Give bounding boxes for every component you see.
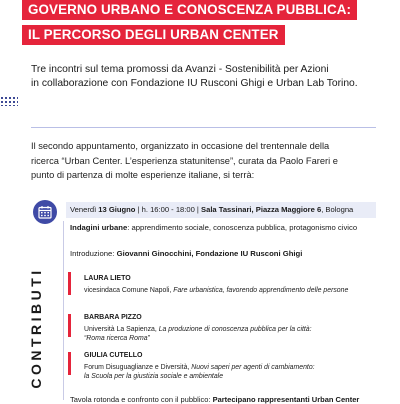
divider bbox=[31, 127, 376, 128]
event-day: Venerdì bbox=[70, 205, 99, 214]
speaker-accent-bar bbox=[68, 314, 71, 337]
introduzione-line bbox=[70, 249, 302, 258]
speaker-accent-bar bbox=[68, 352, 71, 375]
indagini-label: Indagini urbane bbox=[70, 223, 128, 232]
introduzione-text: Giovanni Ginocchini, Fondazione IU Rusconi Ghigi bbox=[116, 249, 303, 258]
contributi-label: CONTRIBUTI bbox=[28, 267, 44, 389]
speaker-role: vicesindaca Comune Napoli, Fare urbanistica, favorendo apprendimento delle persone bbox=[84, 287, 349, 294]
indagini-line bbox=[70, 223, 357, 232]
decorative-dots bbox=[0, 96, 18, 106]
event-venue: Sala Tassinari, Piazza Maggiore 6 bbox=[201, 205, 322, 214]
introduzione-label: Introduzione: bbox=[70, 249, 117, 258]
event-details-bar bbox=[66, 202, 376, 218]
footer-bold: Partecipano rappresentanti Urban Center bbox=[212, 395, 360, 404]
speaker-name: LAURA LIETO bbox=[84, 275, 131, 282]
event-time: | h. 16:00 - 18:00 | bbox=[135, 205, 202, 214]
paragraph-line-2: ricerca “Urban Center. L’esperienza statunitense”, curata da Paolo Fareri e bbox=[31, 155, 338, 166]
intro-line-1: Tre incontri sul tema promossi da Avanzi - Sostenibilità per Azioni bbox=[31, 64, 329, 75]
timeline-line bbox=[63, 221, 64, 400]
speaker-name: BARBARA PIZZO bbox=[84, 314, 142, 321]
footer-text: Tavola rotonda e confronto con il pubblico: bbox=[70, 395, 213, 404]
paragraph-line-3: punto di partenza di molte esperienze italiane, si terrà: bbox=[31, 170, 255, 180]
speaker-role: Forum Disuguaglianze e Diversità, Nuovi saperi per agenti di cambiamento: la Scuola per la giustizia sociale e ambientale bbox=[84, 364, 315, 380]
paragraph-line-1: Il secondo appuntamento, organizzato in occasione del trentennale della bbox=[31, 141, 330, 151]
speaker-accent-bar bbox=[68, 272, 71, 295]
title-line-2: IL PERCORSO DEGLI URBAN CENTER bbox=[22, 25, 285, 45]
calendar-icon bbox=[33, 200, 57, 224]
intro-text bbox=[31, 63, 391, 90]
intro-line-2: in collaborazione con Fondazione IU Rusconi Ghigi e Urban Lab Torino. bbox=[31, 77, 358, 89]
event-date: 13 Giugno bbox=[98, 205, 136, 214]
speaker-name: GIULIA CUTELLO bbox=[84, 352, 143, 359]
indagini-text: : apprendimento sociale, conoscenza pubblica, protagonismo civico bbox=[127, 223, 358, 232]
description-paragraph bbox=[31, 139, 381, 183]
title-line-1: GOVERNO URBANO E CONOSCENZA PUBBLICA: bbox=[22, 0, 357, 20]
speaker-role: Università La Sapienza, La produzione di conoscenza pubblica per la città: “Roma ricerca Roma” bbox=[84, 326, 312, 342]
event-city: , Bologna bbox=[321, 205, 354, 214]
